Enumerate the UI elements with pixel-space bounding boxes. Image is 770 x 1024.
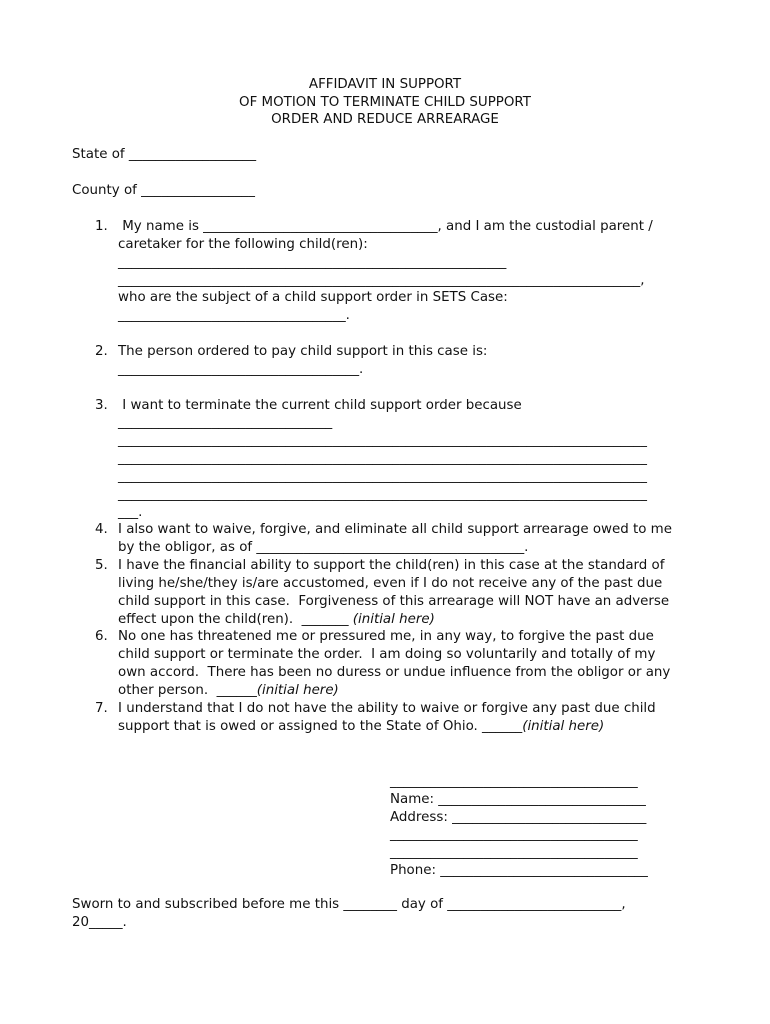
item-3-line: _______________________________________________________________________________ [118, 469, 647, 484]
item-6-line-text: other person. ______ [118, 683, 257, 698]
title-line-2: OF MOTION TO TERMINATE CHILD SUPPORT [239, 94, 531, 110]
item-7-line [118, 718, 604, 736]
item-4-number: 4. [95, 522, 108, 537]
item-3-line: I want to terminate the current child support order because [118, 398, 522, 413]
item-6-line: own accord. There has been no duress or undue influence from the obligor or any [118, 665, 671, 680]
item-1-line: __________________________________. [118, 308, 350, 323]
item-5-number: 5. [95, 558, 108, 573]
item-5-line: living he/she/they is/are accustomed, even if I do not receive any of the past due [118, 576, 663, 591]
initial-here-label: (initial here) [352, 612, 435, 627]
item-5-line-text: effect upon the child(ren). _______ [118, 612, 353, 627]
item-3-line: ________________________________ [118, 415, 333, 430]
initial-here-label: (initial here) [256, 683, 339, 698]
item-6-line: No one has threatened me or pressured me, in any way, to forgive the past due [118, 629, 654, 644]
item-4-line: I also want to waive, forgive, and eliminate all child support arrearage owed to me [118, 522, 672, 537]
item-6-line [118, 682, 339, 700]
item-7-line-text: support that is owed or assigned to the State of Ohio. ______ [118, 719, 523, 734]
sworn-year-line: 20_____. [72, 915, 127, 930]
item-1-number: 1. [95, 219, 108, 234]
county-field: County of _________________ [72, 183, 255, 198]
signature-line: _____________________________________ [390, 774, 638, 789]
item-2-line: ____________________________________. [118, 362, 364, 377]
item-3-number: 3. [95, 398, 108, 413]
item-5-line [118, 611, 435, 629]
phone-field: Phone: _______________________________ [390, 862, 648, 878]
address-line-2: _____________________________________ [390, 827, 638, 843]
item-1-line: ______________________________________________________________________________, [118, 273, 645, 288]
item-3-line: ___. [118, 505, 143, 520]
item-3-line: _______________________________________________________________________________ [118, 433, 647, 448]
item-1-line: caretaker for the following child(ren): [118, 237, 368, 252]
sworn-line: Sworn to and subscribed before me this ________ day of __________________________, [72, 897, 626, 912]
title-line-3: ORDER AND REDUCE ARREARAGE [271, 112, 499, 127]
document-title [0, 76, 770, 129]
item-1-line: My name is ___________________________________, and I am the custodial parent / [118, 219, 653, 234]
item-6-line: child support or terminate the order. I am doing so voluntarily and totally of my [118, 647, 656, 662]
item-5-line: I have the financial ability to support the child(ren) in this case at the standard of [118, 558, 665, 573]
item-2-number: 2. [95, 344, 108, 359]
item-1-line: who are the subject of a child support order in SETS Case: [118, 290, 508, 305]
item-5-line: child support in this case. Forgiveness of this arrearage will NOT have an adverse [118, 594, 670, 609]
address-field: Address: _____________________________ [390, 809, 647, 825]
item-3-line: _______________________________________________________________________________ [118, 487, 647, 502]
item-1-line: __________________________________________________________ [118, 255, 507, 270]
item-7-line: I understand that I do not have the ability to waive or forgive any past due child [118, 701, 656, 716]
item-4-line: by the obligor, as of ________________________________________. [118, 540, 529, 555]
item-7-number: 7. [95, 701, 108, 716]
initial-here-label: (initial here) [522, 719, 605, 734]
state-field: State of ___________________ [72, 147, 257, 162]
signature-block [390, 773, 648, 880]
item-6-number: 6. [95, 629, 108, 644]
item-3-line: _______________________________________________________________________________ [118, 451, 647, 466]
title-line-1: AFFIDAVIT IN SUPPORT [308, 77, 462, 92]
item-2-line: The person ordered to pay child support in this case is: [118, 344, 488, 359]
address-line-3: _____________________________________ [390, 845, 638, 861]
name-field: Name: _______________________________ [390, 791, 646, 807]
